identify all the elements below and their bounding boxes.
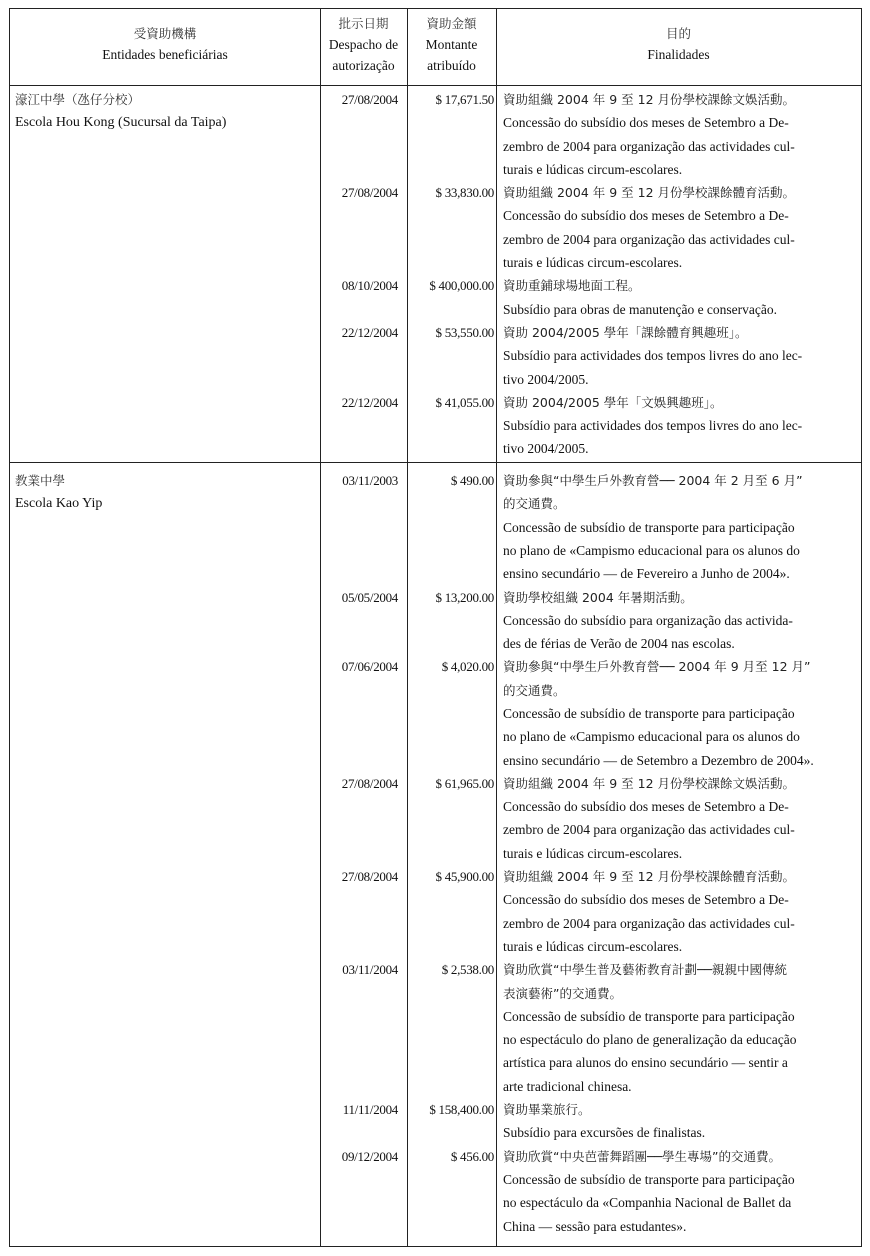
purpose-pt: turais e lúdicas circum-escolares. (503, 255, 683, 271)
amount: $ 158,400.00 (429, 1102, 494, 1118)
header-date-pt1: Despacho de (328, 37, 399, 52)
purpose-pt: no plano de «Campismo educacional para os alunos do (503, 542, 800, 558)
purpose (503, 772, 859, 865)
purpose-pt: arte tradicional chinesa. (503, 1078, 632, 1094)
amount: $ 400,000.00 (429, 278, 494, 294)
despatch-date: 27/08/2004 (341, 185, 398, 201)
amount: $ 4,020.00 (441, 659, 494, 675)
purpose-pt: turais e lúdicas circum-escolares. (503, 161, 683, 177)
purpose-pt: no espectáculo da «Companhia Nacional de Ballet da (503, 1195, 792, 1211)
despatch-date: 11/11/2004 (342, 1102, 398, 1118)
purpose-zh: 資助組織 2004 年 9 至 12 月份學校課餘文娛活動。 (503, 92, 796, 107)
column-divider (496, 9, 497, 1246)
header-amount-pt2: atribuído (427, 58, 476, 73)
subsidy-table (9, 8, 862, 1247)
amount: $ 61,965.00 (435, 775, 494, 791)
purpose-zh: 的交通費。 (503, 496, 566, 512)
purpose (503, 274, 859, 321)
header-entity-zh: 受資助機構 (133, 26, 197, 41)
purpose-pt: Concessão do subsídio para organização das activida- (503, 612, 793, 628)
purpose-pt: ensino secundário — de Setembro a Dezembro de 2004». (503, 752, 814, 768)
amount: $ 33,830.00 (435, 185, 494, 201)
despatch-date: 22/12/2004 (341, 325, 398, 340)
column-divider (320, 9, 321, 1246)
header-amount-zh: 資助金額 (426, 16, 477, 31)
despatch-date: 27/08/2004 (341, 775, 398, 791)
despatch-date: 09/12/2004 (341, 1148, 398, 1164)
purpose-zh: 表演藝術”的交通費。 (503, 985, 622, 1001)
purpose-pt: China — sessão para estudantes». (503, 1218, 687, 1234)
amount: $ 2,538.00 (441, 962, 494, 978)
despatch-date: 22/12/2004 (341, 394, 398, 410)
amount: $ 17,671.50 (435, 92, 494, 107)
purpose-zh: 資助參與“中學生戶外教育營── 2004 年 2 月至 6 月” (503, 473, 803, 488)
purpose (503, 321, 859, 391)
purpose-pt: Concessão de subsídio de transporte para participação (503, 705, 795, 721)
purpose-pt: Subsídio para excursões de finalistas. (503, 1125, 706, 1141)
purpose-pt: Subsídio para obras de manutenção e conservação. (503, 301, 778, 317)
purpose-pt: no espectáculo do plano de generalização da educação (503, 1032, 797, 1048)
purpose-zh: 資助組織 2004 年 9 至 12 月份學校課餘文娛活動。 (503, 775, 796, 791)
header-entity-pt: Entidades beneficiárias (102, 47, 228, 62)
purpose (503, 181, 859, 274)
purpose (503, 391, 859, 461)
header-purpose-zh: 目的 (665, 26, 691, 41)
purpose (503, 865, 859, 958)
purpose-pt: Subsídio para actividades dos tempos livres do ano lec- (503, 348, 803, 364)
purpose-pt: tivo 2004/2005. (503, 371, 589, 387)
purpose-pt: zembro de 2004 para organização das actividades cul- (503, 822, 795, 838)
purpose (503, 655, 859, 771)
despatch-date: 03/11/2004 (342, 962, 398, 978)
purpose-zh: 資助學校組織 2004 年暑期活動。 (503, 589, 693, 605)
purpose-pt: Concessão de subsídio de transporte para participação (503, 1008, 795, 1024)
amount: $ 490.00 (450, 473, 494, 488)
despatch-date: 07/06/2004 (341, 659, 398, 675)
purpose-pt: Concessão do subsídio dos meses de Setembro a De- (503, 892, 789, 908)
purpose-pt: Concessão do subsídio dos meses de Setembro a De- (503, 208, 789, 224)
purpose (503, 958, 859, 1098)
purpose-pt: zembro de 2004 para organização das actividades cul- (503, 231, 795, 247)
purpose-zh: 資助組織 2004 年 9 至 12 月份學校課餘體育活動。 (503, 869, 796, 885)
amount: $ 456.00 (450, 1148, 494, 1164)
header-date-pt2: autorização (332, 58, 395, 73)
purpose-pt: Concessão de subsídio de transporte para participação (503, 519, 795, 535)
header-entity (10, 23, 320, 65)
amount: $ 53,550.00 (435, 325, 494, 340)
amount: $ 45,900.00 (435, 869, 494, 885)
entity-name-pt: Escola Kao Yip (15, 496, 103, 512)
purpose-pt: zembro de 2004 para organização das actividades cul- (503, 138, 795, 154)
header-date-zh: 批示日期 (338, 16, 389, 31)
despatch-date: 08/10/2004 (341, 278, 398, 294)
purpose-zh: 資助組織 2004 年 9 至 12 月份學校課餘體育活動。 (503, 185, 796, 201)
section-divider (10, 462, 861, 463)
purpose (503, 586, 859, 656)
purpose-zh: 的交通費。 (503, 682, 566, 698)
purpose-pt: ensino secundário — de Fevereiro a Junho de 2004». (503, 566, 790, 582)
purpose-pt: artística para alunos do ensino secundário — sentir a (503, 1055, 788, 1071)
header-amount (407, 13, 496, 76)
purpose-pt: Concessão do subsídio dos meses de Setembro a De- (503, 115, 789, 131)
purpose-zh: 資助欣賞“中央芭蕾舞蹈團──學生專場”的交通費。 (503, 1148, 782, 1164)
header-amount-pt1: Montante (425, 37, 478, 52)
purpose-pt: zembro de 2004 para organização das actividades cul- (503, 915, 795, 931)
column-divider (407, 9, 408, 1246)
amount: $ 41,055.00 (435, 394, 494, 410)
purpose-zh: 資助重鋪球場地面工程。 (503, 278, 641, 294)
beneficiary-entity (15, 88, 226, 135)
entity-name-zh: 濠江中學（氹仔分校） (15, 92, 141, 107)
purpose-pt: Subsídio para actividades dos tempos livres do ano lec- (503, 418, 803, 434)
purpose-pt: no plano de «Campismo educacional para os alunos do (503, 729, 800, 745)
purpose (503, 1098, 859, 1145)
purpose-pt: des de férias de Verão de 2004 nas escolas. (503, 636, 735, 652)
despatch-date: 27/08/2004 (341, 92, 398, 107)
header-purpose (496, 23, 861, 65)
purpose (503, 88, 859, 181)
despatch-date: 05/05/2004 (341, 589, 398, 605)
purpose-pt: Concessão de subsídio de transporte para participação (503, 1171, 795, 1187)
entity-name-pt: Escola Hou Kong (Sucursal da Taipa) (15, 115, 227, 131)
header-date (320, 13, 407, 76)
despatch-date: 03/11/2003 (342, 473, 398, 488)
purpose-zh: 資助 2004/2005 學年「文娛興趣班」。 (503, 394, 723, 410)
purpose-pt: turais e lúdicas circum-escolares. (503, 938, 683, 954)
purpose-zh: 資助參與“中學生戶外教育營── 2004 年 9 月至 12 月” (503, 659, 811, 675)
purpose-pt: Concessão do subsídio dos meses de Setembro a De- (503, 799, 789, 815)
entity-name-zh: 教業中學 (15, 473, 66, 488)
purpose-zh: 資助 2004/2005 學年「課餘體育興趣班」。 (503, 325, 748, 340)
purpose (503, 469, 859, 585)
purpose-pt: turais e lúdicas circum-escolares. (503, 845, 683, 861)
despatch-date: 27/08/2004 (341, 869, 398, 885)
purpose-zh: 資助畢業旅行。 (503, 1102, 591, 1118)
amount: $ 13,200.00 (435, 589, 494, 605)
header-purpose-pt: Finalidades (647, 47, 710, 62)
header-divider (10, 85, 861, 86)
purpose (503, 1145, 859, 1238)
purpose-pt: tivo 2004/2005. (503, 441, 589, 457)
purpose-zh: 資助欣賞“中學生普及藝術教育計劃──親親中國傳統 (503, 962, 788, 978)
beneficiary-entity (15, 469, 102, 516)
